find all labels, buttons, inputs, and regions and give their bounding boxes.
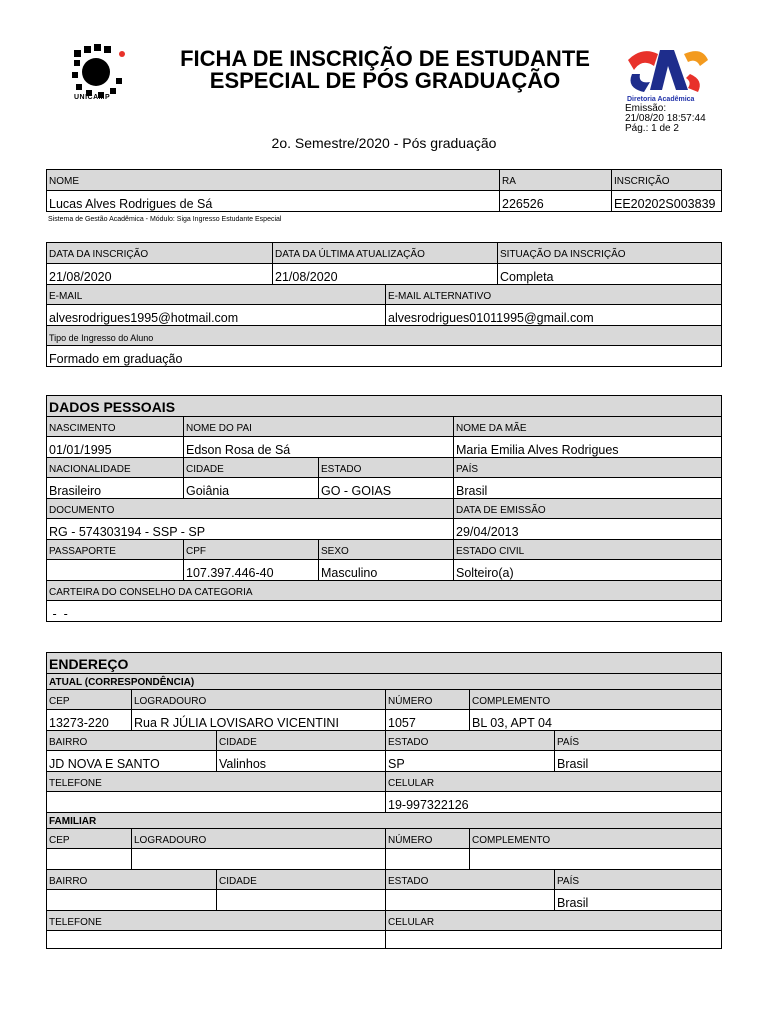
logo-right-text: Diretoria Acadêmica bbox=[627, 96, 695, 103]
bairro-label: BAIRRO bbox=[49, 737, 88, 748]
f-bairro-label: BAIRRO bbox=[49, 876, 88, 887]
bairro-value: JD NOVA E SANTO bbox=[49, 757, 160, 771]
f-cep-value bbox=[47, 849, 131, 869]
passaporte-value bbox=[47, 560, 183, 580]
pais-label: PAÍS bbox=[453, 458, 721, 477]
semester-title: 2o. Semestre/2020 - Pós graduação bbox=[271, 135, 497, 151]
documento-value: RG - 574303194 - SSP - SP bbox=[49, 525, 206, 539]
logradouro-label: LOGRADOURO bbox=[131, 690, 385, 709]
system-note: Sistema de Gestão Acadêmica - Módulo: Siga Ingresso Estudante Especial bbox=[48, 216, 282, 223]
f-cep-label: CEP bbox=[49, 835, 70, 846]
nome-value: Lucas Alves Rodrigues de Sá bbox=[49, 197, 213, 211]
complemento-value: BL 03, APT 04 bbox=[469, 710, 721, 730]
familiar-subtitle: FAMILIAR bbox=[47, 812, 721, 828]
pais-value: Brasil bbox=[453, 478, 721, 498]
carteira-label: CARTEIRA DO CONSELHO DA CATEGORIA bbox=[49, 587, 253, 598]
estado-civil-value: Solteiro(a) bbox=[453, 560, 721, 580]
documento-label: DOCUMENTO bbox=[49, 505, 115, 516]
page-title bbox=[150, 48, 620, 92]
estado-label: ESTADO bbox=[318, 458, 453, 477]
f-numero-label: NÚMERO bbox=[385, 829, 469, 848]
inscricao-value: EE20202S003839 bbox=[611, 191, 721, 211]
f-cidade-value bbox=[216, 890, 385, 910]
sexo-label: SEXO bbox=[318, 540, 453, 559]
inscricao-label: INSCRIÇÃO bbox=[611, 170, 721, 190]
end-estado-label: ESTADO bbox=[385, 731, 554, 750]
email-value: alvesrodrigues1995@hotmail.com bbox=[49, 311, 239, 325]
nacionalidade-label: NACIONALIDADE bbox=[49, 464, 131, 475]
f-estado-value bbox=[385, 890, 554, 910]
atualizacao-label: DATA DA ÚLTIMA ATUALIZAÇÃO bbox=[272, 243, 497, 263]
dados-pessoais-table bbox=[46, 395, 722, 622]
emission-info bbox=[625, 104, 706, 134]
cidade-label: CIDADE bbox=[183, 458, 318, 477]
cpf-label: CPF bbox=[183, 540, 318, 559]
data-emissao-label: DATA DE EMISSÃO bbox=[453, 499, 721, 518]
numero-value: 1057 bbox=[385, 710, 469, 730]
logradouro-value: Rua R JÚLIA LOVISARO VICENTINI bbox=[131, 710, 385, 730]
cidade-value: Goiânia bbox=[183, 478, 318, 498]
pai-label: NOME DO PAI bbox=[183, 417, 453, 436]
section-title-pessoais: DADOS PESSOAIS bbox=[47, 396, 721, 416]
tipo-label: Tipo de Ingresso do Aluno bbox=[49, 333, 154, 343]
cep-value: 13273-220 bbox=[49, 716, 109, 730]
emission-date: 21/08/20 18:57:44 bbox=[625, 113, 706, 124]
mae-label: NOME DA MÃE bbox=[453, 417, 721, 436]
f-complemento-label: COMPLEMENTO bbox=[469, 829, 721, 848]
nascimento-label: NASCIMENTO bbox=[49, 423, 116, 434]
title-line-1: FICHA DE INSCRIÇÃO DE ESTUDANTE bbox=[180, 46, 590, 71]
page-number: Pág.: 1 de 2 bbox=[625, 123, 679, 134]
f-estado-label: ESTADO bbox=[385, 870, 554, 889]
section-title-endereco: ENDEREÇO bbox=[47, 653, 721, 673]
telefone-label: TELEFONE bbox=[49, 778, 102, 789]
carteira-value: - - bbox=[49, 607, 68, 621]
end-estado-value: SP bbox=[385, 751, 554, 771]
data-emissao-value: 29/04/2013 bbox=[453, 519, 721, 539]
celular-value: 19-997322126 bbox=[385, 792, 721, 812]
f-logradouro-label: LOGRADOURO bbox=[131, 829, 385, 848]
f-logradouro-value bbox=[131, 849, 385, 869]
nascimento-value: 01/01/1995 bbox=[49, 443, 112, 457]
f-pais-label: PAÍS bbox=[554, 870, 721, 889]
logo-left-text: UNICAMP bbox=[74, 94, 111, 101]
ra-label: RA bbox=[499, 170, 611, 190]
email-alt-value: alvesrodrigues01011995@gmail.com bbox=[385, 305, 721, 325]
estado-civil-label: ESTADO CIVIL bbox=[453, 540, 721, 559]
title-line-2: ESPECIAL DE PÓS GRADUAÇÃO bbox=[209, 68, 561, 93]
f-celular-value bbox=[385, 931, 721, 948]
end-cidade-value: Valinhos bbox=[216, 751, 385, 771]
ra-value: 226526 bbox=[499, 191, 611, 211]
atualizacao-value: 21/08/2020 bbox=[272, 264, 497, 284]
f-bairro-value bbox=[47, 890, 216, 910]
email-label: E-MAIL bbox=[49, 291, 83, 302]
passaporte-label: PASSAPORTE bbox=[49, 546, 116, 557]
data-inscricao-label: DATA DA INSCRIÇÃO bbox=[49, 249, 149, 260]
situacao-value: Completa bbox=[497, 264, 721, 284]
telefone-value bbox=[47, 792, 385, 812]
nacionalidade-value: Brasileiro bbox=[49, 484, 102, 498]
tipo-value: Formado em graduação bbox=[49, 352, 183, 366]
endereco-table bbox=[46, 652, 722, 949]
f-telefone-value bbox=[47, 931, 385, 948]
end-pais-value: Brasil bbox=[554, 751, 721, 771]
end-cidade-label: CIDADE bbox=[216, 731, 385, 750]
end-pais-label: PAÍS bbox=[554, 731, 721, 750]
sexo-value: Masculino bbox=[318, 560, 453, 580]
f-complemento-value bbox=[469, 849, 721, 869]
f-celular-label: CELULAR bbox=[385, 911, 721, 930]
diretoria-academica-logo-icon bbox=[624, 44, 710, 96]
celular-label: CELULAR bbox=[385, 772, 721, 791]
cpf-value: 107.397.446-40 bbox=[183, 560, 318, 580]
pai-value: Edson Rosa de Sá bbox=[183, 437, 453, 457]
f-pais-value: Brasil bbox=[554, 890, 721, 910]
data-inscricao-value: 21/08/2020 bbox=[49, 270, 112, 284]
f-cidade-label: CIDADE bbox=[216, 870, 385, 889]
complemento-label: COMPLEMENTO bbox=[469, 690, 721, 709]
cep-label: CEP bbox=[49, 696, 70, 707]
estado-value: GO - GOIAS bbox=[318, 478, 453, 498]
email-alt-label: E-MAIL ALTERNATIVO bbox=[385, 285, 721, 304]
student-table bbox=[46, 169, 722, 212]
mae-value: Maria Emilia Alves Rodrigues bbox=[453, 437, 721, 457]
numero-label: NÚMERO bbox=[385, 690, 469, 709]
emission-label: Emissão: bbox=[625, 103, 667, 114]
atual-subtitle: ATUAL (CORRESPONDÊNCIA) bbox=[47, 673, 721, 689]
f-telefone-label: TELEFONE bbox=[49, 917, 102, 928]
nome-label: NOME bbox=[49, 176, 79, 187]
f-numero-value bbox=[385, 849, 469, 869]
inscricao-table bbox=[46, 242, 722, 367]
situacao-label: SITUAÇÃO DA INSCRIÇÃO bbox=[497, 243, 721, 263]
